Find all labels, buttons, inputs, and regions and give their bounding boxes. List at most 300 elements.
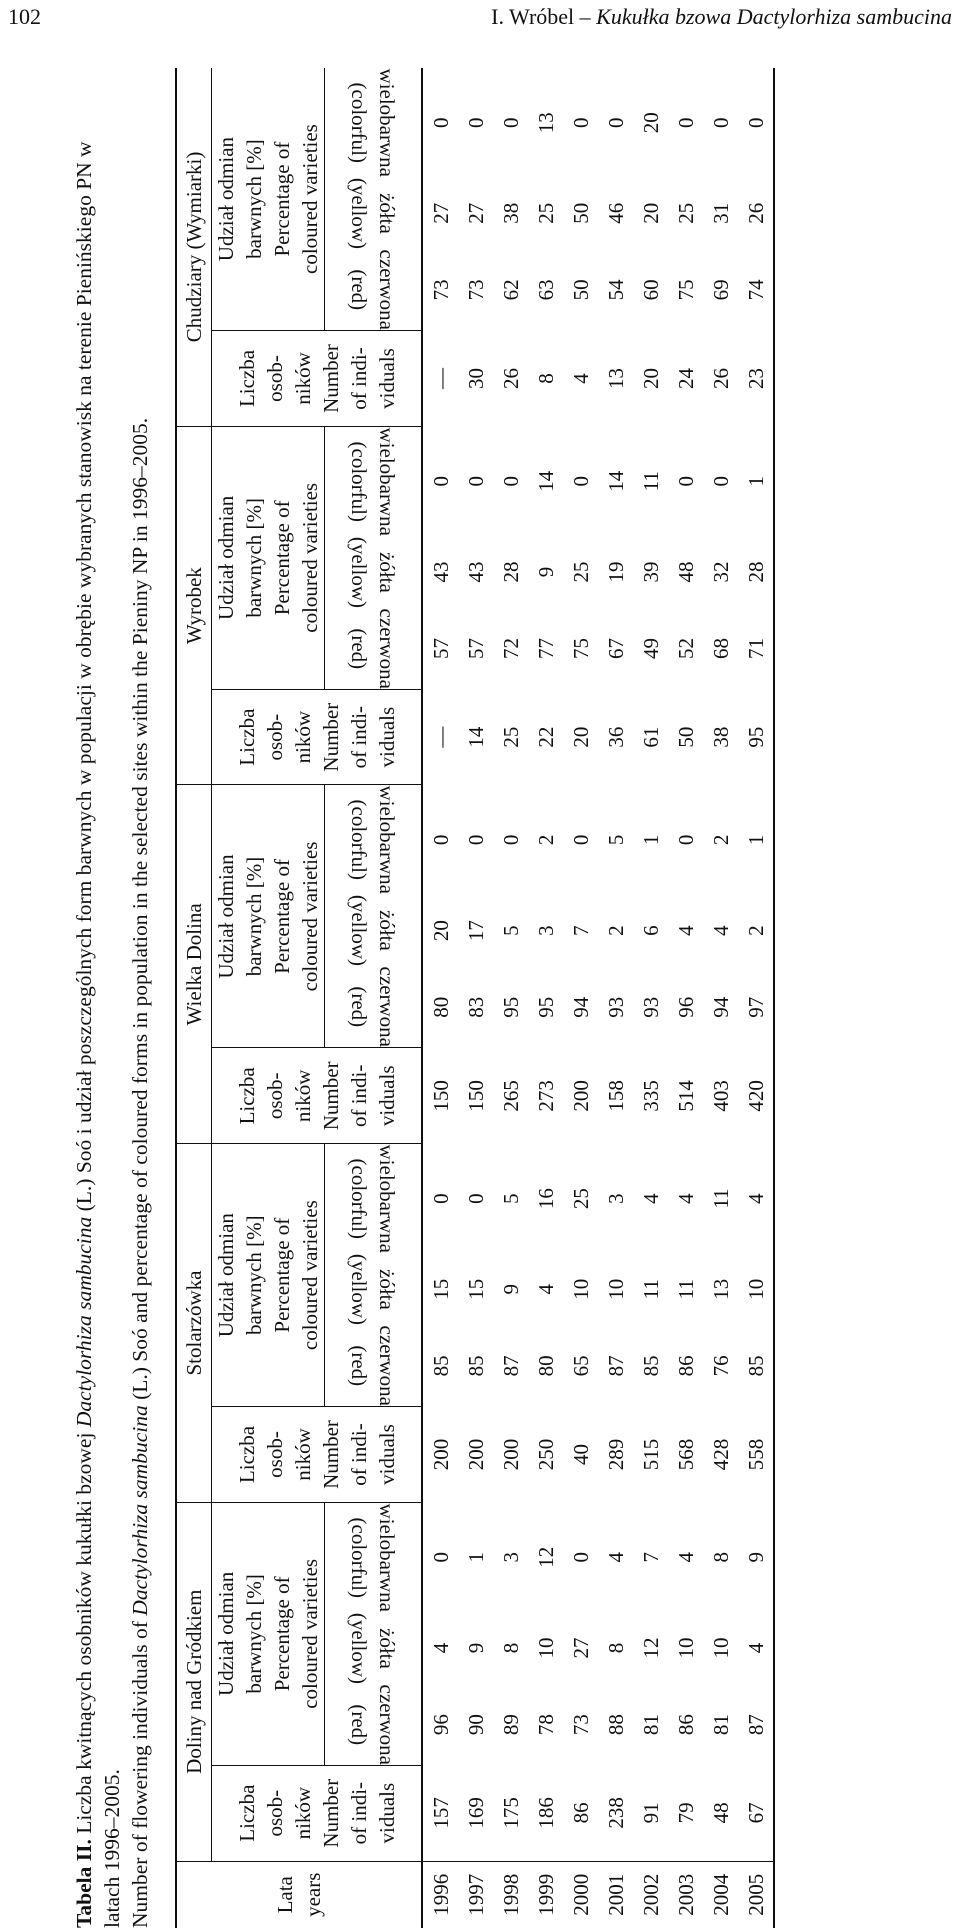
year-cell: 2005 bbox=[738, 1861, 774, 1928]
data-cell: 73 bbox=[568, 1714, 593, 1736]
data-cell: 20 bbox=[638, 202, 663, 224]
table-row bbox=[493, 68, 528, 1928]
year-cell: 2001 bbox=[598, 1861, 633, 1928]
data-cell: 30 bbox=[463, 367, 488, 389]
data-cell: 73 bbox=[463, 279, 488, 301]
count-header-line: Liczba bbox=[234, 1067, 259, 1125]
data-cell: 71 bbox=[738, 608, 774, 690]
data-cell: 36 bbox=[603, 726, 628, 748]
red-header-text bbox=[345, 1684, 401, 1764]
data-cell: 8 bbox=[708, 1551, 733, 1563]
site-header: Wielka Dolina bbox=[176, 785, 212, 1144]
percentage-header-line: Udział odmian bbox=[214, 1213, 238, 1338]
percentage-header-line: barwnych [%] bbox=[242, 498, 266, 618]
data-cell: 96 bbox=[673, 996, 698, 1018]
red-header bbox=[325, 249, 423, 331]
header-row-groups bbox=[212, 68, 325, 1928]
yellow-header-line: żółta bbox=[375, 910, 399, 952]
colorful-header bbox=[325, 1144, 423, 1254]
percentage-header-line: Percentage of bbox=[270, 859, 294, 974]
data-cell: 48 bbox=[673, 561, 698, 583]
data-cell: 20 bbox=[638, 112, 663, 134]
percentage-header-line: barwnych [%] bbox=[242, 1215, 266, 1335]
yellow-header-line: (yellow) bbox=[347, 1253, 371, 1325]
caption-pl-species: Dactylorhiza sambucina bbox=[72, 1216, 96, 1428]
data-cell: 67 bbox=[738, 1765, 774, 1861]
data-cell: 26 bbox=[708, 367, 733, 389]
data-cell: 11 bbox=[708, 1188, 733, 1209]
data-cell: 97 bbox=[738, 966, 774, 1048]
percentage-header bbox=[212, 68, 325, 331]
count-header-line: ników bbox=[290, 352, 315, 405]
colorful-header-line: (colorful) bbox=[347, 799, 371, 881]
data-cell: 420 bbox=[738, 1048, 774, 1144]
data-cell: 85 bbox=[428, 1355, 453, 1377]
data-cell: 4 bbox=[533, 1284, 558, 1295]
year-cell: 2004 bbox=[703, 1861, 738, 1928]
colorful-header-text bbox=[345, 1503, 401, 1611]
red-header-line: czerwona bbox=[375, 608, 399, 689]
percentage-header bbox=[212, 426, 325, 689]
data-cell: 91 bbox=[638, 1802, 663, 1824]
yellow-header-line: (yellow) bbox=[347, 1612, 371, 1684]
data-cell: 11 bbox=[638, 1279, 663, 1300]
data-cell: 74 bbox=[738, 249, 774, 331]
red-header-text bbox=[345, 967, 401, 1047]
data-cell: 61 bbox=[638, 726, 663, 748]
count-header-line: Number bbox=[318, 1061, 343, 1131]
percentage-header bbox=[212, 785, 325, 1048]
data-cell: 558 bbox=[738, 1407, 774, 1503]
data-cell: 0 bbox=[673, 834, 698, 846]
percentage-header-line: coloured varieties bbox=[298, 841, 322, 992]
data-cell: 0 bbox=[428, 117, 453, 128]
running-head bbox=[491, 4, 952, 30]
table-row bbox=[458, 68, 493, 1928]
data-cell: 514 bbox=[673, 1080, 698, 1112]
red-header-text bbox=[345, 608, 401, 688]
running-title: Kukułka bzowa Dactylorhiza sambucina bbox=[596, 4, 952, 29]
data-cell: 0 bbox=[673, 475, 698, 487]
count-header-line: of indi- bbox=[346, 1781, 371, 1845]
caption-en-species: Dactylorhiza sambucina bbox=[128, 1405, 152, 1616]
data-cell: 4 bbox=[708, 925, 733, 936]
count-header-line: viduals bbox=[374, 1424, 399, 1485]
data-cell: 2 bbox=[603, 925, 628, 936]
data-cell: 88 bbox=[603, 1714, 628, 1736]
data-cell: 31 bbox=[708, 202, 733, 224]
data-cell: 50 bbox=[568, 202, 593, 224]
data-cell: 9 bbox=[498, 1284, 523, 1295]
data-cell: 10 bbox=[708, 1637, 733, 1659]
data-cell: 0 bbox=[738, 68, 774, 177]
data-cell: 8 bbox=[498, 1642, 523, 1654]
percentage-header-line: Udział odmian bbox=[214, 1571, 238, 1696]
data-cell: 25 bbox=[533, 202, 558, 224]
percentage-header-line: coloured varieties bbox=[298, 124, 322, 274]
data-cell: 175 bbox=[498, 1797, 523, 1829]
rotated-table-block bbox=[0, 68, 930, 1928]
data-cell: 6 bbox=[638, 925, 663, 936]
red-header-text bbox=[345, 249, 401, 329]
red-header-line: (red) bbox=[347, 986, 371, 1028]
table-row bbox=[668, 68, 703, 1928]
count-header bbox=[212, 331, 423, 427]
data-cell: 73 bbox=[428, 279, 453, 301]
table-body bbox=[422, 68, 774, 1928]
data-cell: 65 bbox=[568, 1355, 593, 1377]
data-cell: 95 bbox=[533, 996, 558, 1018]
data-cell: 77 bbox=[533, 638, 558, 660]
data-cell: 87 bbox=[498, 1355, 523, 1377]
data-cell: 23 bbox=[738, 331, 774, 427]
percentage-header bbox=[212, 1144, 325, 1407]
data-cell: 78 bbox=[533, 1714, 558, 1736]
count-header-line: Number bbox=[318, 1778, 343, 1848]
year-cell: 1999 bbox=[528, 1861, 563, 1928]
year-cell: 1997 bbox=[458, 1861, 493, 1928]
colorful-header-line: wielobarwna bbox=[375, 68, 399, 177]
data-cell: 5 bbox=[498, 1193, 523, 1204]
data-cell: 93 bbox=[638, 996, 663, 1018]
data-cell: 0 bbox=[498, 834, 523, 846]
percentage-header-line: Percentage of bbox=[270, 1576, 294, 1692]
data-cell: 38 bbox=[708, 726, 733, 748]
data-cell: 4 bbox=[673, 925, 698, 936]
data-cell: 22 bbox=[533, 726, 558, 748]
count-header-line: viduals bbox=[374, 348, 399, 409]
yellow-header bbox=[325, 895, 423, 967]
count-header-line: of indi- bbox=[346, 347, 371, 410]
data-cell: 86 bbox=[673, 1355, 698, 1377]
red-header bbox=[325, 966, 423, 1048]
count-header-line: viduals bbox=[374, 706, 399, 768]
colorful-header-line: (colorful) bbox=[347, 441, 371, 522]
data-cell: 80 bbox=[533, 1355, 558, 1377]
red-header-line: (red) bbox=[347, 627, 371, 669]
data-cell: 60 bbox=[638, 279, 663, 301]
count-header-line: osob- bbox=[262, 355, 287, 402]
data-cell: 95 bbox=[498, 996, 523, 1018]
data-cell: 28 bbox=[738, 536, 774, 608]
data-cell: 0 bbox=[428, 834, 453, 846]
count-header-line: osob- bbox=[262, 1789, 287, 1837]
data-cell: 335 bbox=[638, 1080, 663, 1112]
data-cell: 13 bbox=[533, 112, 558, 134]
data-cell: 19 bbox=[603, 561, 628, 583]
data-cell: 0 bbox=[568, 834, 593, 846]
data-cell: 75 bbox=[673, 279, 698, 301]
data-cell: 0 bbox=[568, 117, 593, 128]
year-cell: 1996 bbox=[422, 1861, 458, 1928]
data-cell: 46 bbox=[603, 202, 628, 224]
data-cell: 2 bbox=[708, 834, 733, 846]
table-row bbox=[422, 68, 458, 1928]
data-cell: 0 bbox=[498, 475, 523, 487]
colorful-header-line: wielobarwna bbox=[375, 785, 399, 895]
data-cell: 0 bbox=[708, 475, 733, 487]
data-cell: 50 bbox=[568, 279, 593, 301]
caption-pl-text-1: Liczba kwitnących osobników kukułki bzowej bbox=[72, 1427, 96, 1840]
count-header-line: viduals bbox=[374, 1065, 399, 1127]
colorful-header bbox=[325, 785, 423, 895]
data-cell: 48 bbox=[708, 1802, 733, 1824]
percentage-header-line: Percentage of bbox=[270, 1217, 294, 1333]
site-header: Wyrobek bbox=[176, 426, 212, 785]
data-cell: 38 bbox=[498, 202, 523, 224]
header-row-sites bbox=[176, 68, 212, 1928]
data-cell: 94 bbox=[708, 996, 733, 1018]
data-cell: 10 bbox=[738, 1253, 774, 1325]
data-cell: 25 bbox=[568, 1188, 593, 1210]
data-cell: 32 bbox=[708, 561, 733, 583]
colorful-header-line: wielobarwna bbox=[375, 1144, 399, 1254]
percentage-header-line: Udział odmian bbox=[214, 136, 238, 262]
red-header bbox=[325, 608, 423, 690]
data-cell: 10 bbox=[533, 1637, 558, 1659]
running-author: I. Wróbel – bbox=[491, 4, 597, 29]
data-cell: 93 bbox=[603, 996, 628, 1018]
data-cell: 1 bbox=[638, 834, 663, 846]
data-cell: 57 bbox=[428, 638, 453, 660]
data-cell: 4 bbox=[568, 373, 593, 384]
data-cell: 10 bbox=[673, 1637, 698, 1659]
percentage-header-line: coloured varieties bbox=[298, 1558, 322, 1709]
data-cell: 428 bbox=[708, 1438, 733, 1471]
data-cell: 5 bbox=[603, 834, 628, 846]
percentage-header-line: coloured varieties bbox=[298, 482, 322, 633]
count-header bbox=[212, 1407, 423, 1503]
yellow-header-text bbox=[345, 1254, 401, 1325]
data-cell: 238 bbox=[603, 1797, 628, 1829]
data-cell: 85 bbox=[463, 1355, 488, 1377]
data-cell: 186 bbox=[533, 1797, 558, 1829]
count-header bbox=[212, 689, 423, 785]
data-cell: 11 bbox=[673, 1279, 698, 1300]
data-cell: 85 bbox=[738, 1325, 774, 1407]
data-cell: 150 bbox=[428, 1080, 453, 1112]
count-header-line: Liczba bbox=[234, 1784, 259, 1842]
yellow-header-line: żółta bbox=[375, 551, 399, 593]
table-head bbox=[176, 68, 422, 1928]
data-cell: 200 bbox=[568, 1080, 593, 1112]
data-cell: 568 bbox=[673, 1438, 698, 1471]
colorful-header-text bbox=[345, 786, 401, 894]
caption-pl-text-2: (L.) Soó i udział poszczególnych form barwnych w populacji w obrębie wybranych stanowisk na terenie Pienińskiego PN w latach 1996–2005. bbox=[72, 141, 124, 1928]
data-cell: 28 bbox=[498, 561, 523, 583]
caption-label: Tabela II. bbox=[72, 1839, 96, 1928]
data-cell: 0 bbox=[673, 117, 698, 128]
table-row bbox=[598, 68, 633, 1928]
data-cell: 4 bbox=[738, 1612, 774, 1684]
percentage-header-line: barwnych [%] bbox=[242, 1574, 266, 1694]
data-cell: 0 bbox=[428, 1551, 453, 1563]
data-cell: 1 bbox=[463, 1551, 488, 1563]
count-header-line: osob- bbox=[262, 1072, 287, 1120]
table-row bbox=[563, 68, 598, 1928]
data-cell: 67 bbox=[603, 638, 628, 660]
percentage-header-line: Udział odmian bbox=[214, 854, 238, 979]
red-header-line: czerwona bbox=[375, 1684, 399, 1765]
red-header-line: czerwona bbox=[375, 1325, 399, 1406]
data-cell: 39 bbox=[638, 561, 663, 583]
data-cell: 14 bbox=[603, 470, 628, 492]
count-header-line: of indi- bbox=[346, 705, 371, 769]
data-cell: 0 bbox=[463, 475, 488, 487]
data-cell: 200 bbox=[463, 1438, 488, 1471]
data-cell: 85 bbox=[638, 1355, 663, 1377]
site-header: Stolarzówka bbox=[176, 1144, 212, 1503]
data-cell: 81 bbox=[638, 1714, 663, 1736]
yellow-header-line: (yellow) bbox=[347, 177, 371, 249]
count-header-line: ników bbox=[290, 1786, 315, 1840]
data-cell: 200 bbox=[428, 1438, 453, 1471]
data-cell: 95 bbox=[738, 689, 774, 785]
colorful-header bbox=[325, 68, 423, 177]
colorful-header-line: wielobarwna bbox=[375, 427, 399, 536]
data-cell: 2 bbox=[533, 834, 558, 846]
yellow-header bbox=[325, 1612, 423, 1684]
data-cell: 90 bbox=[463, 1714, 488, 1736]
data-cell: 265 bbox=[498, 1080, 523, 1112]
data-cell: 250 bbox=[533, 1438, 558, 1471]
red-header-line: (red) bbox=[347, 1703, 371, 1745]
count-header bbox=[212, 1048, 423, 1144]
year-cell: 2000 bbox=[563, 1861, 598, 1928]
data-cell: 169 bbox=[463, 1797, 488, 1829]
page-number: 102 bbox=[8, 4, 41, 29]
data-cell: 16 bbox=[533, 1188, 558, 1210]
data-cell: 10 bbox=[603, 1278, 628, 1300]
data-cell: 0 bbox=[463, 834, 488, 846]
data-cell: 10 bbox=[568, 1278, 593, 1300]
data-cell: 8 bbox=[533, 373, 558, 384]
year-cell: 2002 bbox=[633, 1861, 668, 1928]
data-cell: 5 bbox=[498, 925, 523, 936]
data-cell: 87 bbox=[603, 1355, 628, 1377]
data-cell: 79 bbox=[673, 1802, 698, 1824]
yellow-header-text bbox=[345, 895, 401, 966]
yellow-header-line: (yellow) bbox=[347, 536, 371, 608]
data-cell: 20 bbox=[568, 726, 593, 748]
data-cell: — bbox=[428, 726, 453, 748]
data-cell: 403 bbox=[708, 1080, 733, 1112]
red-header-line: (red) bbox=[347, 1345, 371, 1387]
data-cell: 158 bbox=[603, 1080, 628, 1112]
table-row bbox=[738, 68, 774, 1928]
percentage-header-line: Percentage of bbox=[270, 500, 294, 616]
site-header: Doliny nad Gródkiem bbox=[176, 1502, 212, 1861]
red-header-line: czerwona bbox=[375, 249, 399, 330]
table-row bbox=[633, 68, 668, 1928]
data-cell: 12 bbox=[533, 1546, 558, 1568]
yellow-header bbox=[325, 1253, 423, 1325]
colorful-header-line: (colorful) bbox=[347, 1158, 371, 1240]
data-cell: 515 bbox=[638, 1438, 663, 1471]
red-header-line: (red) bbox=[347, 269, 371, 311]
data-cell: 40 bbox=[568, 1444, 593, 1465]
data-cell: 89 bbox=[498, 1714, 523, 1736]
yellow-header-text bbox=[345, 1612, 401, 1683]
table-row bbox=[703, 68, 738, 1928]
data-cell: 4 bbox=[673, 1551, 698, 1563]
count-header-line: of indi- bbox=[346, 1064, 371, 1128]
data-cell: 86 bbox=[568, 1802, 593, 1824]
data-cell: 3 bbox=[533, 925, 558, 936]
year-header bbox=[176, 1861, 422, 1928]
data-cell: 0 bbox=[463, 117, 488, 128]
yellow-header-text bbox=[345, 178, 401, 249]
data-cell: 24 bbox=[673, 367, 698, 389]
count-header-line: Number bbox=[318, 702, 343, 772]
caption-en-text-1: Number of flowering individuals of bbox=[128, 1615, 152, 1928]
count-header-line: viduals bbox=[374, 1782, 399, 1844]
data-cell: 157 bbox=[428, 1797, 453, 1829]
data-cell: 2 bbox=[738, 895, 774, 967]
data-cell: 83 bbox=[463, 996, 488, 1018]
data-cell: 200 bbox=[498, 1438, 523, 1471]
percentage-header-line: barwnych [%] bbox=[242, 856, 266, 977]
data-cell: 96 bbox=[428, 1714, 453, 1736]
percentage-header-line: barwnych [%] bbox=[242, 139, 266, 259]
data-cell: 8 bbox=[603, 1642, 628, 1654]
data-cell: 26 bbox=[498, 367, 523, 389]
data-cell: 54 bbox=[603, 279, 628, 301]
colorful-header-text bbox=[345, 68, 401, 176]
year-cell: 1998 bbox=[493, 1861, 528, 1928]
count-header-line: ników bbox=[290, 1069, 315, 1123]
data-cell: 17 bbox=[463, 920, 488, 942]
data-cell: 81 bbox=[708, 1714, 733, 1736]
count-header-line: osob- bbox=[262, 713, 287, 761]
data-cell: 25 bbox=[498, 726, 523, 748]
data-cell: 0 bbox=[568, 475, 593, 487]
yellow-header-line: żółta bbox=[375, 1627, 399, 1669]
count-header-line: osob- bbox=[262, 1431, 287, 1478]
data-cell: 62 bbox=[498, 279, 523, 301]
yellow-header-line: (yellow) bbox=[347, 895, 371, 967]
data-cell: 20 bbox=[428, 920, 453, 942]
table-row bbox=[528, 68, 563, 1928]
data-cell: 86 bbox=[673, 1714, 698, 1736]
data-cell: 4 bbox=[738, 1144, 774, 1254]
data-cell: 68 bbox=[708, 638, 733, 660]
data-cell: 27 bbox=[568, 1637, 593, 1659]
colorful-header-line: wielobarwna bbox=[375, 1503, 399, 1612]
count-header-line: Liczba bbox=[234, 349, 259, 408]
count-header-line: ników bbox=[290, 710, 315, 764]
data-cell: 0 bbox=[498, 117, 523, 128]
data-cell: 14 bbox=[463, 726, 488, 748]
data-cell: 289 bbox=[603, 1438, 628, 1471]
data-cell: 13 bbox=[603, 367, 628, 389]
data-cell: 27 bbox=[463, 202, 488, 224]
count-header-line: Number bbox=[318, 1420, 343, 1489]
colorful-header-text bbox=[345, 1145, 401, 1253]
data-cell: 7 bbox=[638, 1551, 663, 1563]
percentage-header-line: Percentage of bbox=[270, 141, 294, 257]
data-cell: 9 bbox=[738, 1502, 774, 1612]
count-header-line: of indi- bbox=[346, 1423, 371, 1486]
count-header-line: Number bbox=[318, 344, 343, 413]
data-cell: 150 bbox=[463, 1080, 488, 1112]
year-header-en: years bbox=[301, 1872, 325, 1917]
data-cell: 0 bbox=[568, 1551, 593, 1563]
data-cell: 1 bbox=[738, 426, 774, 536]
yellow-header-line: żółta bbox=[375, 192, 399, 234]
colorful-header-line: (colorful) bbox=[347, 82, 371, 163]
percentage-header-line: coloured varieties bbox=[298, 1200, 322, 1351]
